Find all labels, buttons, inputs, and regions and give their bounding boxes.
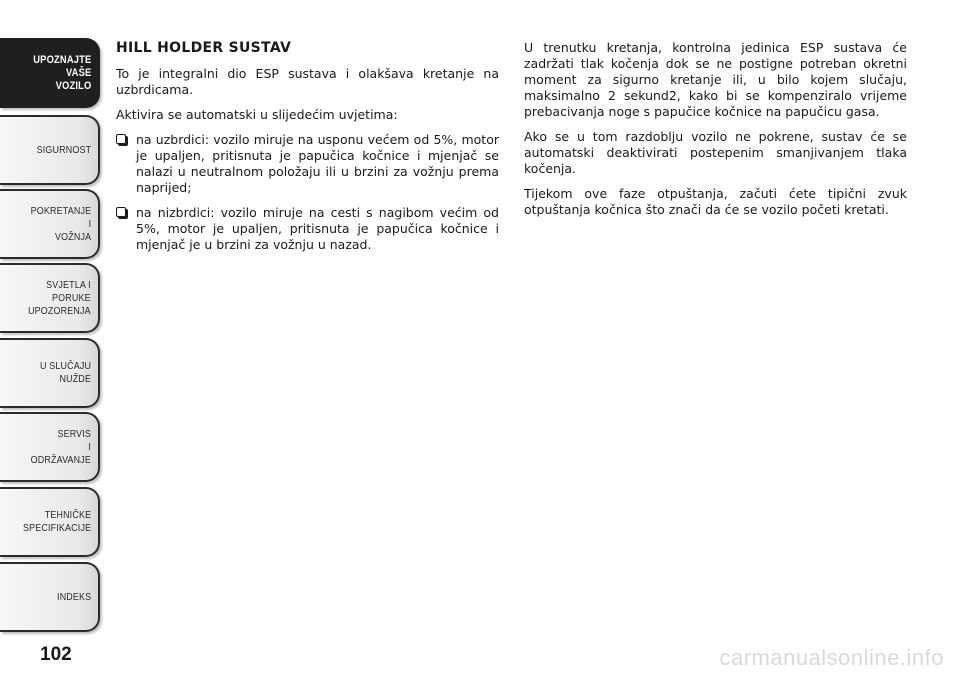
tab-indeks[interactable]	[0, 562, 100, 632]
list-item-text: na uzbrdici: vozilo miruje na usponu većem od 5%, motor je upaljen, pritisnuta je papučica kočnice i mjenjač se nalazi u neutralnom položaju ili u brzini za vožnju prema naprijed;	[136, 132, 499, 195]
tab-label-line: VOŽNJA	[54, 230, 91, 243]
left-column	[116, 40, 499, 262]
tab-label-line: UPOZNAJTE	[32, 53, 91, 66]
tab-label-line: I	[88, 217, 91, 230]
tab-label-line: VOZILO	[55, 79, 91, 92]
list-item	[116, 132, 499, 196]
page-number: 102	[40, 644, 72, 665]
conditions-intro: Aktivira se automatski u slijedećim uvjetima:	[116, 107, 398, 122]
tab-tehnicke-specifikacije[interactable]	[0, 487, 100, 557]
tab-label	[30, 191, 91, 257]
tab-label-line: SIGURNOST	[36, 143, 91, 156]
tab-label-line: ODRŽAVANJE	[30, 453, 91, 466]
tab-upoznajte-vase-vozilo[interactable]	[0, 38, 100, 108]
tab-servis-i-odrzavanje[interactable]	[0, 412, 100, 482]
list-item	[116, 205, 499, 253]
tab-label	[40, 340, 91, 406]
list-item-text: na nizbrdici: vozilo miruje na cesti s nagibom većim od 5%, motor je upaljen, pritisnuta je papučica kočnice i mjenjač je u brzini za vožnju u nazad.	[136, 205, 499, 252]
tab-label-line: VAŠE	[65, 66, 91, 79]
tab-label	[57, 564, 91, 630]
tab-label-line: INDEKS	[56, 590, 91, 603]
tab-label-line: PORUKE	[52, 291, 91, 304]
tab-label-line: SPECIFIKACIJE	[22, 522, 91, 534]
body-paragraph: U trenutku kretanja, kontrolna jedinica ESP sustava će zadržati tlak kočenja dok se ne postigne potreban okretni moment za sigurno kretanje ili, u bilo kojem slučaju, maksimalno 2 sekund2, kako bi se kompenziralo vrijeme prebacivanja noge s papučice kočnice na papučicu gasa.	[524, 40, 907, 119]
tab-label	[28, 265, 91, 331]
tab-label-line: SVJETLA I	[46, 278, 91, 291]
checkbox-bullet-icon	[116, 134, 126, 144]
body-paragraph: Tijekom ove faze otpuštanja, začuti ćete tipični zvuk otpuštanja kočnica što znači da će se vozilo početi kretati.	[524, 186, 907, 217]
tab-sigurnost[interactable]	[0, 115, 100, 185]
right-column	[524, 40, 907, 227]
tab-label-line: UPOZORENJA	[28, 304, 91, 317]
tab-pokretanje-i-voznja[interactable]	[0, 189, 100, 259]
tab-label-line: U SLUČAJU	[39, 360, 91, 372]
tab-svjetla-i-poruke-upozorenja[interactable]	[0, 263, 100, 333]
checkbox-bullet-icon	[116, 207, 126, 217]
tab-label	[23, 489, 91, 555]
tab-label-line: POKRETANJE	[30, 204, 91, 217]
tab-label-line: NUŽDE	[59, 373, 91, 385]
tab-label	[31, 414, 91, 480]
tab-u-slucaju-nuzde[interactable]	[0, 338, 100, 408]
intro-paragraph: To je integralni dio ESP sustava i olakšava kretanje na uzbrdicama.	[116, 66, 499, 97]
chapter-sidebar	[0, 0, 104, 677]
tab-label-line: I	[88, 440, 91, 453]
section-heading: HILL HOLDER SUSTAV	[116, 40, 292, 56]
tab-label-line: SERVIS	[57, 427, 91, 440]
body-paragraph: Ako se u tom razdoblju vozilo ne pokrene, sustav će se automatski deaktivirati postepenim smanjivanjem tlaka kočenja.	[524, 129, 907, 176]
tab-label	[33, 40, 91, 106]
watermark: carmanualsonline.info	[719, 645, 944, 670]
tab-label	[36, 117, 91, 183]
tab-label-line: TEHNIČKE	[44, 509, 91, 521]
